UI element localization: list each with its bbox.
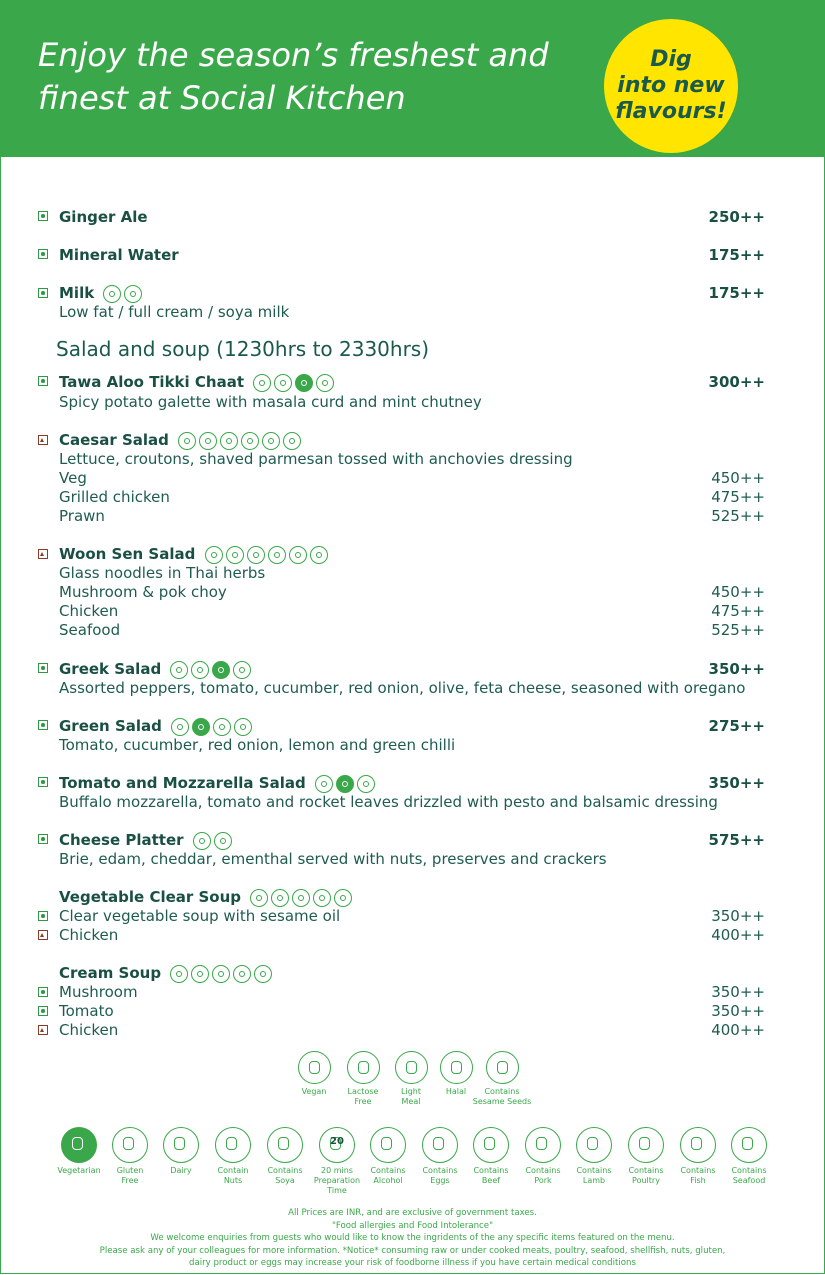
item-description: Tomato, cucumber, red onion, lemon and green chilli — [59, 736, 456, 754]
menu-item-ginger-ale — [59, 207, 765, 227]
light-meal-icon — [213, 718, 231, 736]
item-name: Green Salad — [59, 717, 162, 735]
legend-label: Contains Pork — [525, 1166, 561, 1185]
legend-label: Contains Alcohol — [370, 1166, 406, 1185]
variant-price: 350++ — [711, 983, 765, 1001]
menu-item-woon-sen-salad — [59, 544, 765, 564]
legend-label: Vegan — [301, 1087, 327, 1096]
legend-beef — [469, 1127, 513, 1186]
alcohol-icon — [370, 1127, 406, 1163]
item-price: 250++ — [708, 208, 765, 226]
dairy-icon — [193, 832, 211, 850]
item-variant — [59, 1020, 765, 1040]
item-name: Vegetable Clear Soup — [59, 888, 242, 906]
menu-item-caesar-salad — [59, 430, 765, 450]
legend-light-meal — [389, 1051, 433, 1107]
seafood-icon — [731, 1127, 767, 1163]
item-description: Brie, edam, cheddar, ementhal served with nuts, preserves and crackers — [59, 850, 607, 868]
sesame-icon — [486, 1051, 519, 1084]
dairy-icon — [178, 432, 196, 450]
footer-notice — [40, 1207, 785, 1270]
item-variant — [59, 982, 765, 1002]
variant-name: Veg — [59, 469, 87, 487]
non-veg-mark — [38, 1025, 48, 1035]
vegetarian-icon — [192, 718, 210, 736]
variant-price: 525++ — [711, 507, 765, 525]
page-title — [38, 34, 549, 120]
dairy-icon — [315, 775, 333, 793]
menu-item-tawa-aloo-tikki-chaat — [59, 372, 765, 392]
light-meal-icon — [357, 775, 375, 793]
poultry-icon — [199, 432, 217, 450]
beef-icon — [473, 1127, 509, 1163]
light-meal-icon — [254, 965, 272, 983]
lamb-icon — [576, 1127, 612, 1163]
sesame-icon — [313, 889, 331, 907]
variant-name: Prawn — [59, 507, 105, 525]
veg-mark — [38, 663, 48, 673]
veg-mark — [38, 777, 48, 787]
variant-name: Tomato — [59, 1002, 114, 1020]
menu-item-green-salad — [59, 716, 765, 736]
light-meal-icon — [395, 1051, 428, 1084]
variant-name: Clear vegetable soup with sesame oil — [59, 907, 341, 925]
item-name: Caesar Salad — [59, 431, 169, 449]
header-banner — [0, 0, 825, 157]
variant-price: 350++ — [711, 1002, 765, 1020]
item-description: Assorted peppers, tomato, cucumber, red onion, olive, feta cheese, seasoned with oregano — [59, 679, 746, 697]
item-variant — [59, 906, 765, 926]
legend-pork — [521, 1127, 565, 1186]
item-price: 575++ — [708, 831, 765, 849]
variant-price: 400++ — [711, 926, 765, 944]
halal-icon — [292, 889, 310, 907]
item-description: Spicy potato galette with masala curd and mint chutney — [59, 393, 482, 411]
light-meal-icon — [233, 661, 251, 679]
vegetarian-icon — [212, 661, 230, 679]
item-variant — [59, 506, 765, 526]
veg-mark — [38, 249, 48, 259]
legend-label: Vegetarian — [57, 1166, 101, 1175]
legend-label: Contains Fish — [680, 1166, 716, 1185]
eggs-icon — [422, 1127, 458, 1163]
fish-icon — [680, 1127, 716, 1163]
light-meal-icon — [316, 374, 334, 392]
prep-time-icon — [319, 1127, 355, 1163]
legend-label: Dairy — [170, 1166, 192, 1175]
veg-mark — [38, 911, 48, 921]
dairy-icon — [205, 546, 223, 564]
light-meal-icon — [262, 432, 280, 450]
legend-label: Contains Seafood — [731, 1166, 767, 1185]
item-description: Low fat / full cream / soya milk — [59, 303, 290, 321]
poultry-icon — [191, 965, 209, 983]
legend-nuts — [211, 1127, 255, 1186]
variant-price: 450++ — [711, 583, 765, 601]
non-veg-mark — [38, 549, 48, 559]
prep-time-number: 20 — [330, 1136, 344, 1147]
non-veg-mark — [38, 930, 48, 940]
fish-icon — [241, 432, 259, 450]
lactose-free-icon — [103, 285, 121, 303]
poultry-icon — [247, 546, 265, 564]
item-variant — [59, 620, 765, 640]
badge-line-3: flavours! — [615, 99, 727, 124]
variant-name: Seafood — [59, 621, 121, 639]
menu-item-milk — [59, 283, 765, 303]
legend-poultry — [624, 1127, 668, 1186]
item-name: Tomato and Mozzarella Salad — [59, 774, 306, 792]
nuts-icon — [214, 832, 232, 850]
legend-label: Halal — [445, 1087, 467, 1096]
legend-label: Contains Lamb — [576, 1166, 612, 1185]
item-description: Glass noodles in Thai herbs — [59, 564, 266, 582]
section-heading: Salad and soup (1230hrs to 2330hrs) — [56, 337, 430, 361]
variant-name: Chicken — [59, 602, 119, 620]
light-meal-icon — [334, 889, 352, 907]
footer-line: "Food allergies and Food Intolerance" — [331, 1220, 494, 1231]
veg-mark — [38, 376, 48, 386]
gluten-free-icon — [171, 718, 189, 736]
item-variant — [59, 487, 765, 507]
variant-price: 400++ — [711, 1021, 765, 1039]
variant-name: Chicken — [59, 1021, 119, 1039]
footer-line: Please ask any of your colleagues for more information. *Notice* consuming raw or under cooked meats, poultry, seafood, shellfish, nuts, gluten, — [99, 1245, 726, 1256]
legend-label: 20 mins Preparation Time — [313, 1166, 361, 1195]
soya-icon — [271, 889, 289, 907]
item-description: Lettuce, croutons, shaved parmesan tossed with anchovies dressing — [59, 450, 573, 468]
halal-icon — [289, 546, 307, 564]
item-name: Woon Sen Salad — [59, 545, 196, 563]
legend-label: Lactose Free — [347, 1087, 379, 1106]
veg-mark — [38, 987, 48, 997]
menu-item-cream-soup — [59, 963, 765, 983]
dairy-icon — [170, 965, 188, 983]
menu-item-tomato-mozzarella-salad — [59, 773, 765, 793]
item-name: Ginger Ale — [59, 208, 148, 226]
menu-item-cheese-platter — [59, 830, 765, 850]
variant-price: 450++ — [711, 469, 765, 487]
menu-item-mineral-water — [59, 245, 765, 265]
item-variant — [59, 468, 765, 488]
legend-label: Contain Nuts — [217, 1166, 249, 1185]
menu-item-vegetable-clear-soup — [59, 887, 765, 907]
veg-mark — [38, 1006, 48, 1016]
veg-mark — [38, 720, 48, 730]
dairy-icon — [163, 1127, 199, 1163]
non-veg-mark — [38, 435, 48, 445]
veg-mark — [38, 834, 48, 844]
variant-name: Chicken — [59, 926, 119, 944]
item-price: 275++ — [708, 717, 765, 735]
poultry-icon — [250, 889, 268, 907]
legend-alcohol — [366, 1127, 410, 1186]
footer-line: dairy product or eggs may increase your risk of foodborne illness if you have certain medical conditions — [189, 1258, 636, 1269]
footer-line: All Prices are INR, and are exclusive of government taxes. — [288, 1208, 537, 1218]
item-price: 350++ — [708, 774, 765, 792]
item-variant — [59, 1001, 765, 1021]
legend-soya — [263, 1127, 307, 1186]
gluten-free-icon — [170, 661, 188, 679]
vegetarian-icon — [336, 775, 354, 793]
vegetarian-icon — [61, 1127, 97, 1163]
legend-lamb — [572, 1127, 616, 1186]
legend-label: Contains Beef — [473, 1166, 509, 1185]
item-variant — [59, 925, 765, 945]
legend-label: Light Meal — [401, 1087, 421, 1106]
item-name: Mineral Water — [59, 246, 179, 264]
variant-price: 525++ — [711, 621, 765, 639]
vegan-icon — [298, 1051, 331, 1084]
legend-gluten-free — [108, 1127, 152, 1186]
legend-label: Contains Eggs — [422, 1166, 458, 1185]
legend-seafood — [727, 1127, 771, 1186]
item-price: 175++ — [708, 284, 765, 302]
veg-mark — [38, 211, 48, 221]
soya-icon — [124, 285, 142, 303]
halal-icon — [233, 965, 251, 983]
variant-name: Grilled chicken — [59, 488, 170, 506]
poultry-icon — [628, 1127, 664, 1163]
variant-price: 475++ — [711, 602, 765, 620]
halal-icon — [283, 432, 301, 450]
gluten-free-icon — [112, 1127, 148, 1163]
item-description: Buffalo mozzarella, tomato and rocket leaves drizzled with pesto and balsamic dressing — [59, 793, 718, 811]
item-price: 300++ — [708, 373, 765, 391]
variant-name: Mushroom & pok choy — [59, 583, 227, 601]
variant-name: Mushroom — [59, 983, 138, 1001]
legend-label: Contains Poultry — [628, 1166, 664, 1185]
nuts-icon — [212, 965, 230, 983]
item-name: Cream Soup — [59, 964, 162, 982]
badge-line-2: into new — [617, 73, 725, 98]
lactose-free-icon — [347, 1051, 380, 1084]
variant-price: 350++ — [711, 907, 765, 925]
legend-vegan — [292, 1051, 336, 1097]
seafood-icon — [226, 546, 244, 564]
title-line-2: finest at Social Kitchen — [38, 79, 406, 117]
promo-badge — [604, 19, 738, 153]
badge-line-1: Dig — [650, 47, 692, 72]
legend-sesame — [472, 1051, 532, 1107]
item-name: Greek Salad — [59, 660, 162, 678]
veg-mark — [38, 288, 48, 298]
item-name: Cheese Platter — [59, 831, 184, 849]
variant-price: 475++ — [711, 488, 765, 506]
seafood-icon — [220, 432, 238, 450]
item-name: Milk — [59, 284, 95, 302]
soya-icon — [267, 1127, 303, 1163]
item-variant — [59, 601, 765, 621]
item-price: 350++ — [708, 660, 765, 678]
sesame-icon — [310, 546, 328, 564]
legend-dairy — [159, 1127, 203, 1176]
dairy-icon — [191, 661, 209, 679]
vegetarian-icon — [295, 374, 313, 392]
nuts-icon — [215, 1127, 251, 1163]
title-line-1: Enjoy the season’s freshest and — [38, 36, 549, 74]
pork-icon — [525, 1127, 561, 1163]
nuts-icon — [274, 374, 292, 392]
item-price: 175++ — [708, 246, 765, 264]
legend-eggs — [418, 1127, 462, 1186]
item-name: Tawa Aloo Tikki Chaat — [59, 373, 244, 391]
footer-line: We welcome enquiries from guests who would like to know the ingridents of the any specific items featured on the menu. — [150, 1233, 675, 1244]
light-meal-icon — [268, 546, 286, 564]
legend-label: Contains Soya — [267, 1166, 303, 1185]
legend-prep-time — [310, 1127, 364, 1196]
lactose-free-icon — [234, 718, 252, 736]
halal-icon — [440, 1051, 473, 1084]
legend-label: Gluten Free — [116, 1166, 144, 1185]
legend-lactose-free — [341, 1051, 385, 1107]
legend-fish — [676, 1127, 720, 1186]
dairy-icon — [253, 374, 271, 392]
menu-item-greek-salad — [59, 659, 765, 679]
item-variant — [59, 582, 765, 602]
legend-vegetarian — [54, 1127, 104, 1176]
legend-label: Contains Sesame Seeds — [472, 1087, 532, 1106]
